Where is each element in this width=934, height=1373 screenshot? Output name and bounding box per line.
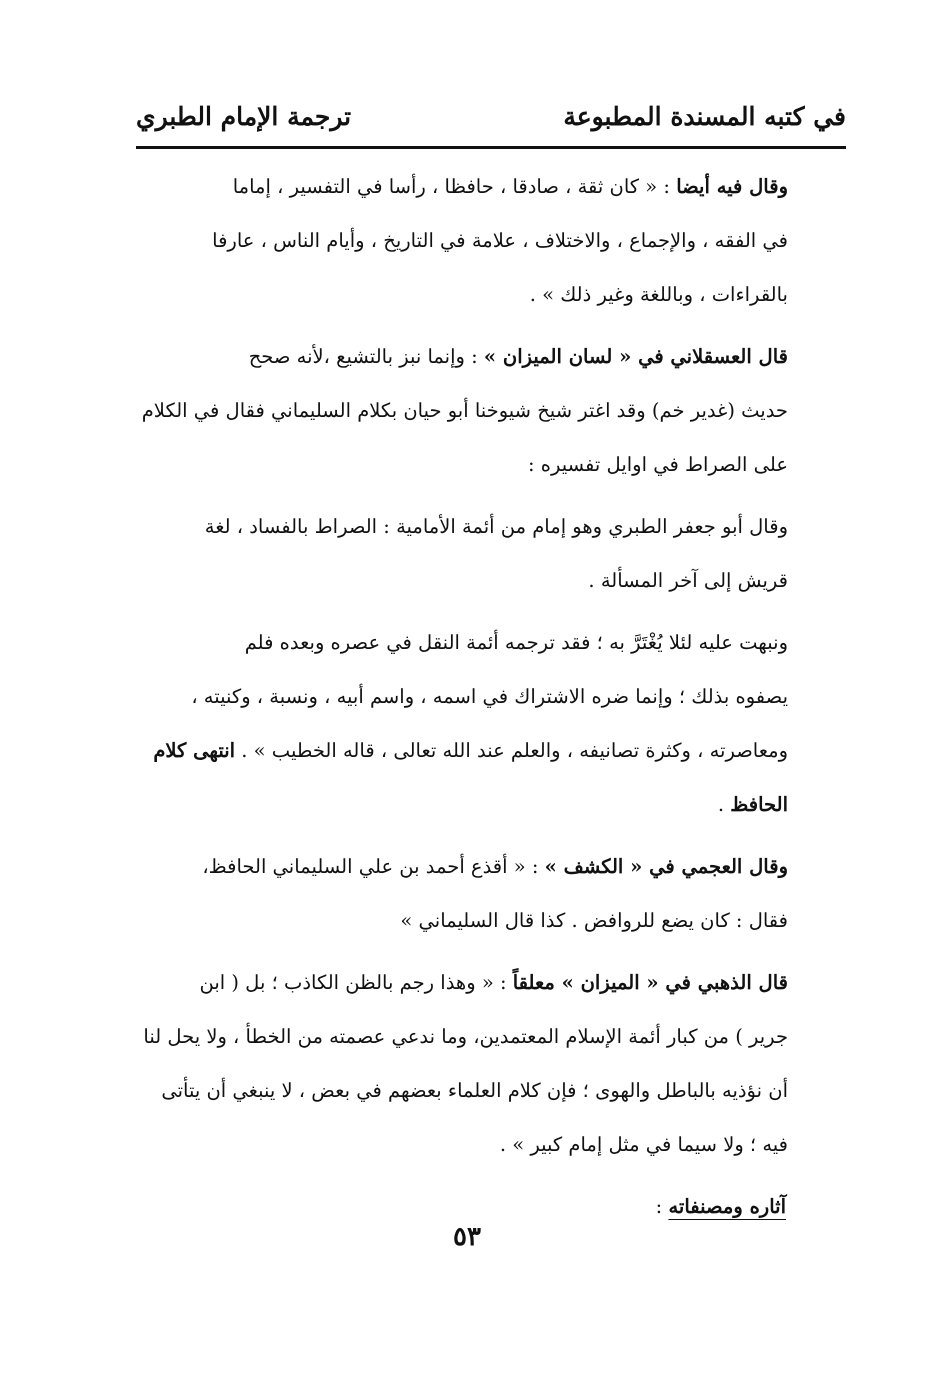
header-left-title: ترجمة الإمام الطبري [136, 102, 352, 131]
paragraph-khatib [136, 616, 846, 832]
text-line: أن نؤذيه بالباطل والهوى ؛ فإن كلام العلماء بعضهم في بعض ، لا ينبغي أن يتأتى [161, 1079, 788, 1102]
text-line: ونبهت عليه لئلا يُغْتَرَّ به ؛ فقد ترجمه أئمة النقل في عصره وبعده فلم [244, 631, 788, 654]
text-line: قال الذهبي في « الميزان » معلقاً : « وهذا رجم بالظن الكاذب ؛ بل ( ابن [199, 971, 788, 994]
text-line: على الصراط في اوايل تفسيره : [528, 453, 788, 476]
page-body [136, 160, 846, 1234]
text-line: يصفوه بذلك ؛ وإنما ضره الاشتراك في اسمه ، واسم أبيه ، ونسبة ، وكنيته ، [191, 685, 788, 708]
paragraph-ajami [136, 840, 846, 948]
text-line: في الفقه ، والإجماع ، والاختلاف ، علامة في التاريخ ، وأيام الناس ، عارفا [212, 229, 788, 252]
paragraph-dhahabi-quote [136, 160, 846, 322]
text-line: ومعاصرته ، وكثرة تصانيفه ، والعلم عند الله تعالى ، قاله الخطيب » . انتهى كلام [153, 739, 788, 762]
header-right-title: في كتبه المسندة المطبوعة [563, 102, 846, 131]
text-line: جرير ) من كبار أئمة الإسلام المعتمدين، وما ندعي عصمته من الخطأ ، ولا يحل لنا [143, 1025, 788, 1048]
text-line: بالقراءات ، وباللغة وغير ذلك » . [529, 283, 788, 306]
text-line: وقال أبو جعفر الطبري وهو إمام من أئمة الأمامية : الصراط بالفساد ، لغة [204, 515, 788, 538]
running-header [136, 96, 846, 142]
text-line: وقال فيه أيضا : « كان ثقة ، صادقا ، حافظا ، رأسا في التفسير ، إماما [232, 175, 788, 198]
text-line: فيه ؛ ولا سيما في مثل إمام كبير » . [499, 1133, 788, 1156]
paragraph-abu-jafar [136, 500, 846, 608]
section-heading-suffix: : [655, 1195, 669, 1218]
paragraph-dhahabi-mizan [136, 956, 846, 1172]
text-line: حديث (غدير خم) وقد اغتر شيخ شيوخنا أبو حيان بكلام السليماني فقال في الكلام [141, 399, 788, 422]
text-line: وقال العجمي في « الكشف » : « أقذع أحمد بن علي السليماني الحافظ، [202, 855, 788, 878]
page-number: ٥٣ [453, 1222, 481, 1252]
text-line: قريش إلى آخر المسألة . [588, 569, 788, 592]
paragraph-asqalani [136, 330, 846, 492]
text-line: الحافظ . [717, 793, 788, 816]
text-line: قال العسقلاني في « لسان الميزان » : وإنما نبز بالتشيع ،لأنه صحح [248, 345, 788, 368]
section-heading-label: آثاره ومصنفاته [668, 1195, 786, 1218]
header-rule [136, 146, 846, 149]
text-line: فقال : كان يضع للروافض . كذا قال السليماني » [400, 909, 788, 932]
